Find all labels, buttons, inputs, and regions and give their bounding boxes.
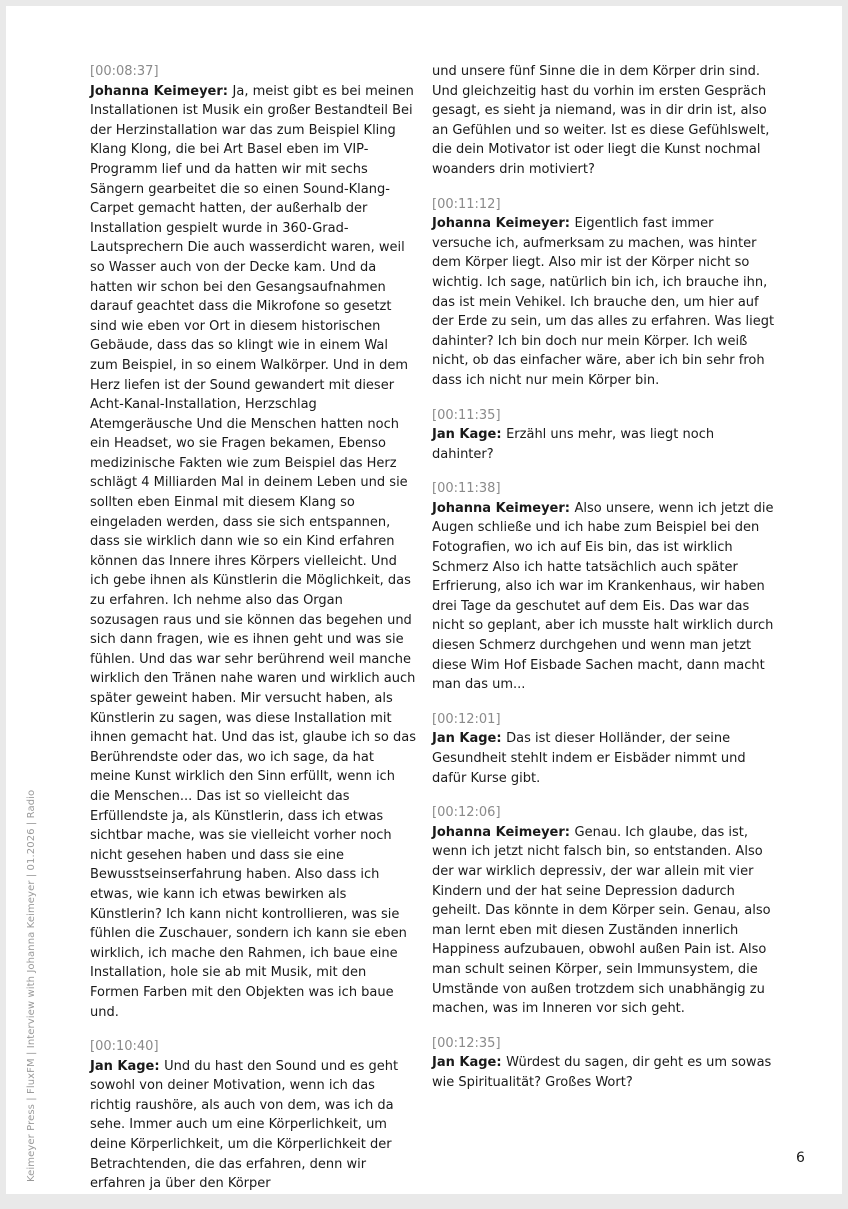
speaker-name: Jan Kage: [432, 427, 507, 443]
transcript-entry [432, 406, 776, 465]
entry-text: Genau. Ich glaube, das ist, wenn ich jetzt nicht falsch bin, so entstanden. Also der war wirklich depressiv, der war allein mit vier Kindern und der hat seine Depression dadurch geheilt. Das könnte in dem Körper sein. Genau, also man lernt eben mit diesen Zuständen innerlich Happiness aufzubauen, obwohl außen Pain ist. Also man schult seinen Körper, sein Immunsystem, die Umstände von außen trotzdem sich unabhängig zu machen, was im Inneren vor sich geht. [432, 824, 771, 1017]
transcript-entry [432, 803, 776, 1019]
transcript-entry [432, 195, 776, 391]
timestamp: [00:10:40] [90, 1039, 159, 1055]
speaker-name: Johanna Keimeyer: [90, 83, 233, 99]
timestamp: [00:08:37] [90, 64, 159, 79]
speaker-name: Jan Kage: [432, 731, 507, 747]
entry-text: Würdest du sagen, dir geht es um sowas wie Spiritualität? Großes Wort? [432, 1055, 772, 1090]
left-column [90, 62, 416, 1209]
vertical-footer-credit: Keimeyer Press | FluxFM | Interview with Johanna Keimeyer | 01.2026 | Radio [26, 789, 37, 1182]
document-page [6, 6, 842, 1194]
timestamp: [00:12:06] [432, 805, 501, 821]
page-number: 6 [796, 1150, 805, 1166]
entry-text: Erzähl uns mehr, was liegt noch dahinter? [432, 427, 715, 462]
entry-text: Ja, meist gibt es bei meinen Installationen ist Musik ein großer Bestandteil Bei der Herzinstallation war das zum Beispiel Kling Klang Klong, die bei Art Basel eben im VIP-Programm lief und da hatten wir mit sechs Sängern gearbeitet die so einen Sound-Klang-Carpet gemacht hatten, der außerhalb der Installation gespielt wurde in 360-Grad-Lautsprechern Die auch wasserdicht waren, weil so Wasser auch von der Decke kam. Und da hatten wir schon bei den Gesangsaufnahmen darauf geachtet dass die Mikrofone so gesetzt sind wie eben vor Ort in diesem historischen Gebäude, dass das so klingt wie in einem Wal zum Beispiel, in so einem Walkörper. Und in dem Herz liefen ist der Sound gewandert mit dieser Acht-Kanal-Installation, Herzschlag Atemgeräusche Und die Menschen hatten noch ein Headset, wo sie Fragen bekamen, Ebenso medizinische Fakten wie zum Beispiel das Herz schlägt 4 Milliarden Mal in deinem Leben und sie sollten eben Einmal mit diesem Klang so eingeladen werden, dass sie sich entspannen, dass sie wirklich dann wie so ein Kind erfahren können das Innere ihres Körpers vielleicht. Und ich gebe ihnen als Künstlerin die Möglichkeit, das zu erfahren. Ich nehme also das Organ sozusagen raus und sie können das begehen und sich dann fragen, wie es ihnen geht und was sie fühlen. Und das war sehr berührend weil manche wirklich den Tränen nahe waren und wirklich auch später geweint haben. Mir versucht haben, als Künstlerin zu sagen, was diese Installation mit ihnen gemacht hat. Und das ist, glaube ich so das Berührendste oder das, wo ich sage, da hat meine Kunst wirklich den Sinn erfüllt, wenn ich die Menschen... Das ist so vielleicht das Erfüllendste ja, als Künstlerin, dass ich etwas sichtbar mache, was sie vielleicht vorher noch nicht gesehen haben und dass sie eine Bewusstseinserfahrung haben. Also dass ich etwas, wie kann ich etwas bewirken als Künstlerin? Ich kann nicht kontrollieren, was sie fühlen die Zuschauer, sondern ich kann sie eben wirklich, ich mache den Rahmen, ich baue eine Installation, hole sie ab mit Musik, mit den Formen Farben mit den Objekten was ich baue und. [90, 83, 416, 1020]
speaker-name: Johanna Keimeyer: [432, 824, 575, 840]
transcript-entry [432, 1034, 776, 1093]
entry-text: und unsere fünf Sinne die in dem Körper drin sind. Und gleichzeitig hast du vorhin im ersten Gespräch gesagt, es sieht ja niemand, was in dir drin ist, also an Gefühlen und so weiter. Ist es diese Gefühlswelt, die dein Motivator ist oder liegt die Kunst nochmal woanders drin motiviert? [432, 64, 770, 177]
timestamp: [00:12:01] [432, 711, 501, 727]
right-column [432, 62, 776, 1108]
speaker-name: Jan Kage: [432, 1055, 507, 1071]
speaker-name: Johanna Keimeyer: [432, 216, 575, 232]
transcript-entry [432, 479, 776, 695]
entry-text: Und du hast den Sound und es geht sowohl von deiner Motivation, wenn ich das richtig raushöre, als auch von dem, was ich da sehe. Immer auch um eine Körperlichkeit, um deine Körperlichkeit, um die Körperlichkeit der Betrachtenden, die das erfahren, denn wir erfahren ja über den Körper [90, 1058, 399, 1192]
transcript-entry [90, 1037, 416, 1194]
timestamp: [00:11:35] [432, 407, 501, 423]
timestamp: [00:11:38] [432, 481, 501, 497]
entry-text: Das ist dieser Holländer, der seine Gesundheit stehlt indem er Eisbäder nimmt und dafür Kurse gibt. [432, 731, 746, 786]
entry-text: Eigentlich fast immer versuche ich, aufmerksam zu machen, was hinter dem Körper liegt. Also mir ist der Körper nicht so wichtig. Ich sage, natürlich bin ich, ich brauche ihn, das ist mein Vehikel. Ich brauche den, um hier auf der Erde zu sein, um das alles zu erfahren. Was liegt dahinter? Ich bin doch nur mein Körper. Ich weiß nicht, ob das einfacher wäre, aber ich bin sehr froh dass ich nicht nur mein Körper bin. [432, 216, 775, 388]
speaker-name: Johanna Keimeyer: [432, 500, 575, 516]
transcript-entry-continued [432, 62, 776, 180]
timestamp: [00:11:12] [432, 196, 501, 212]
entry-text: Also unsere, wenn ich jetzt die Augen schließe und ich habe zum Beispiel bei den Fotografien, wo ich auf Eis bin, das ist wirklich Schmerz Also ich hatte tatsächlich auch später Erfrierung, also ich war im Krankenhaus, wir haben drei Tage da geschutet auf dem Eis. Das war das nicht so geplant, aber ich musste halt wirklich durch diesen Schmerz durchgehen und wenn man jetzt diese Wim Hof Eisbade Sachen macht, dann macht man das um... [432, 500, 774, 693]
timestamp: [00:12:35] [432, 1035, 501, 1051]
transcript-entry [432, 710, 776, 788]
transcript-entry [90, 62, 416, 1022]
speaker-name: Jan Kage: [90, 1058, 165, 1074]
